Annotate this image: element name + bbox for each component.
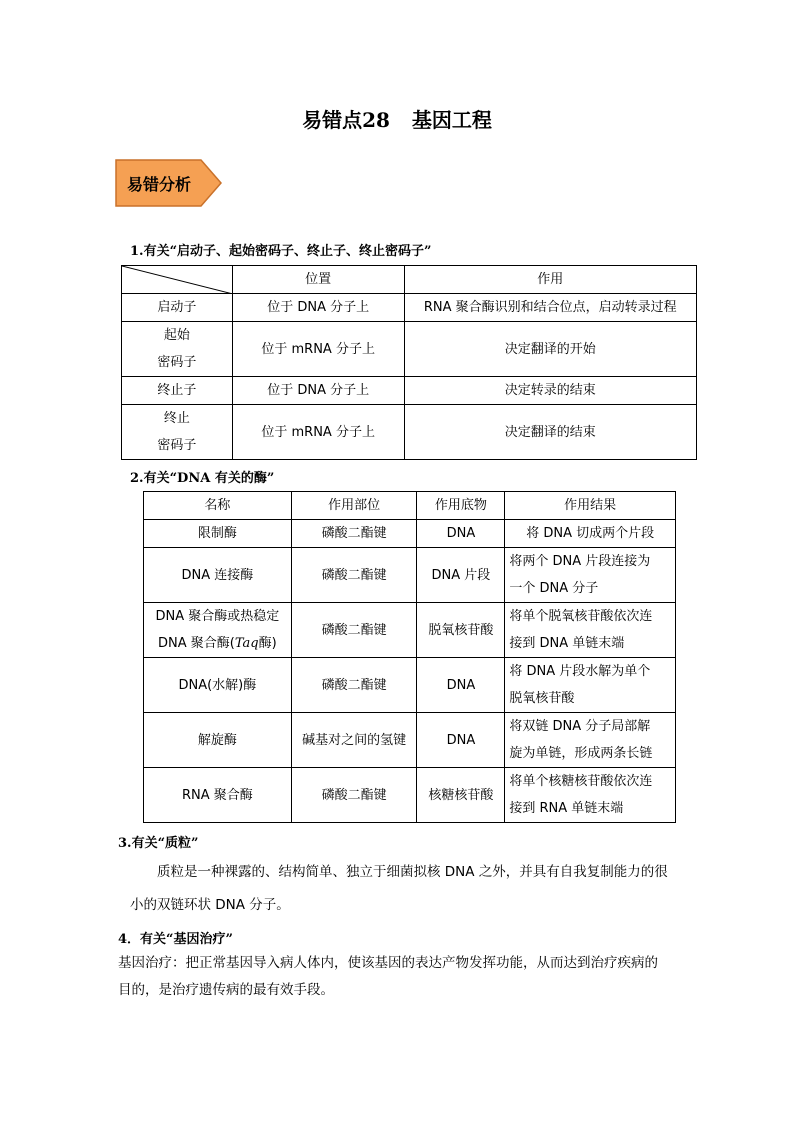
taq-italic: Taq — [234, 636, 259, 651]
codon-table — [121, 265, 697, 460]
enzyme-name: 解旋酶 — [144, 713, 292, 768]
header-result: 作用结果 — [505, 492, 676, 520]
enzyme-substrate: DNA — [417, 658, 505, 713]
header-position: 位置 — [232, 266, 404, 294]
diagonal-header-cell — [122, 266, 233, 294]
header-name: 名称 — [144, 492, 292, 520]
result-line2: 一个 DNA 分子 — [509, 581, 599, 596]
enzyme-result — [505, 548, 676, 603]
table-row — [144, 603, 676, 658]
row-function: RNA 聚合酶识别和结合位点，启动转录过程 — [404, 294, 696, 322]
row-name-line1: 终止 — [163, 411, 190, 426]
enzyme-site: 磷酸二酯键 — [291, 768, 417, 823]
enzyme-result — [505, 658, 676, 713]
section-tag — [115, 159, 223, 207]
enzyme-name — [144, 603, 292, 658]
table-header-row — [144, 492, 676, 520]
name-line2 — [148, 630, 287, 657]
enzyme-site: 磷酸二酯键 — [291, 603, 417, 658]
result-line1: 将双链 DNA 分子局部解 — [509, 719, 651, 734]
enzyme-result: 将 DNA 切成两个片段 — [505, 520, 676, 548]
therapy-line2: 目的，是治疗遗传病的最有效手段。 — [118, 982, 334, 998]
enzyme-substrate: 核糖核苷酸 — [417, 768, 505, 823]
table-row — [122, 405, 697, 460]
table-row — [144, 658, 676, 713]
result-line2: 脱氧核苷酸 — [509, 691, 575, 706]
row-function: 决定翻译的开始 — [404, 322, 696, 377]
enzyme-site: 磷酸二酯键 — [291, 520, 417, 548]
section2-heading: 2.有关“DNA 有关的酶” — [130, 471, 275, 486]
table-row — [144, 548, 676, 603]
enzyme-name: RNA 聚合酶 — [144, 768, 292, 823]
table-row — [122, 294, 697, 322]
result-line1: 将 DNA 片段水解为单个 — [509, 664, 651, 679]
enzyme-site: 碱基对之间的氢键 — [291, 713, 417, 768]
result-line1: 将两个 DNA 片段连接为 — [509, 554, 651, 569]
diagonal-line — [122, 266, 233, 294]
row-position: 位于 mRNA 分子上 — [232, 405, 404, 460]
table-row — [144, 713, 676, 768]
enzyme-substrate: DNA — [417, 713, 505, 768]
row-name — [122, 322, 233, 377]
enzyme-substrate: DNA 片段 — [417, 548, 505, 603]
title-number: 易错点28 — [302, 108, 390, 132]
result-line2: 旋为单链，形成两条长链 — [509, 746, 653, 761]
row-name: 终止子 — [122, 377, 233, 405]
row-function: 决定转录的结束 — [404, 377, 696, 405]
enzyme-name: DNA 连接酶 — [144, 548, 292, 603]
name-part: 酶) — [258, 636, 277, 651]
row-name: 启动子 — [122, 294, 233, 322]
row-name — [122, 405, 233, 460]
header-function: 作用 — [404, 266, 696, 294]
enzyme-substrate: DNA — [417, 520, 505, 548]
section4-heading: 4．有关“基因治疗” — [118, 932, 234, 947]
enzyme-result — [505, 603, 676, 658]
enzyme-site: 磷酸二酯键 — [291, 658, 417, 713]
section1-heading: 1.有关“启动子、起始密码子、终止子、终止密码子” — [130, 244, 432, 259]
table-header-row — [122, 266, 697, 294]
section3-heading: 3.有关“质粒” — [118, 836, 199, 851]
header-site: 作用部位 — [291, 492, 417, 520]
enzyme-table — [143, 491, 676, 823]
row-function: 决定翻译的结束 — [404, 405, 696, 460]
plasmid-line1: 质粒是一种裸露的、结构简单、独立于细菌拟核 DNA 之外，并具有自我复制能力的很 — [157, 864, 668, 880]
tag-label: 易错分析 — [127, 175, 192, 194]
plasmid-line2: 小的双链环状 DNA 分子。 — [130, 897, 290, 913]
result-line1: 将单个脱氧核苷酸依次连 — [509, 609, 653, 624]
title-name: 基因工程 — [411, 108, 492, 132]
enzyme-result — [505, 713, 676, 768]
row-name-line1: 起始 — [163, 328, 190, 343]
enzyme-site: 磷酸二酯键 — [291, 548, 417, 603]
result-line2: 接到 RNA 单链末端 — [509, 801, 624, 816]
table-row — [122, 377, 697, 405]
row-name-line2: 密码子 — [157, 438, 197, 453]
row-position: 位于 DNA 分子上 — [232, 377, 404, 405]
enzyme-name: 限制酶 — [144, 520, 292, 548]
table-row — [144, 520, 676, 548]
enzyme-result — [505, 768, 676, 823]
row-name-line2: 密码子 — [157, 355, 197, 370]
result-line1: 将单个核糖核苷酸依次连 — [509, 774, 653, 789]
page-title — [0, 104, 794, 133]
name-part: DNA 聚合酶( — [158, 636, 235, 651]
result-line2: 接到 DNA 单链末端 — [509, 636, 625, 651]
header-substrate: 作用底物 — [417, 492, 505, 520]
row-position: 位于 mRNA 分子上 — [232, 322, 404, 377]
name-line1: DNA 聚合酶或热稳定 — [155, 609, 280, 624]
row-position: 位于 DNA 分子上 — [232, 294, 404, 322]
enzyme-substrate: 脱氧核苷酸 — [417, 603, 505, 658]
table-row — [122, 322, 697, 377]
table-row — [144, 768, 676, 823]
enzyme-name: DNA(水解)酶 — [144, 658, 292, 713]
therapy-line1: 基因治疗：把正常基因导入病人体内，使该基因的表达产物发挥功能，从而达到治疗疾病的 — [118, 955, 658, 971]
